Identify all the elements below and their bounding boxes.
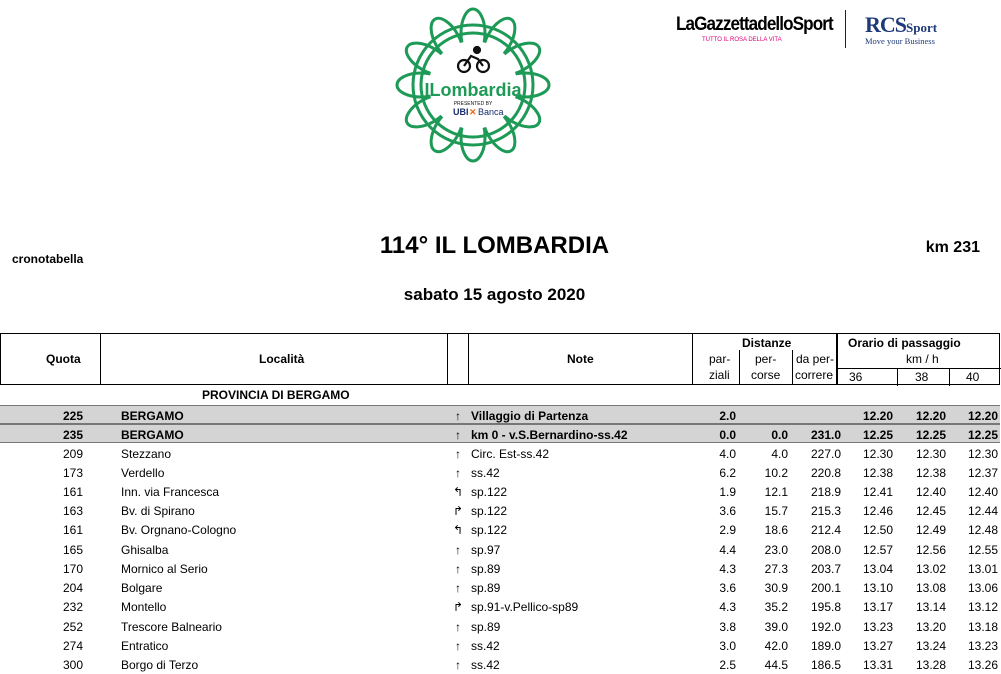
table-row (0, 482, 1000, 501)
cell-quota: 225 (62, 409, 83, 423)
race-logo (403, 3, 543, 163)
direction-arrow-icon: ↑ (455, 447, 461, 461)
table-row (0, 578, 1000, 597)
cell-daper: 208.0 (810, 543, 841, 557)
table-row (0, 501, 1000, 520)
table-row (0, 597, 1000, 616)
table-row (0, 463, 1000, 482)
cell-parz: 4.0 (719, 447, 736, 461)
col-distanze (693, 334, 838, 384)
cell-t2: 13.02 (915, 562, 946, 576)
cell-daper: 227.0 (810, 447, 841, 461)
race-logo-emblem (403, 3, 543, 163)
cell-perc: 39.0 (764, 620, 788, 634)
cell-parz: 3.8 (719, 620, 736, 634)
cell-perc: 35.2 (764, 600, 788, 614)
doc-label: cronotabella (12, 252, 84, 266)
cell-daper: 186.5 (810, 658, 841, 672)
cell-note: sp.89 (471, 581, 501, 595)
percorse-label-1: per- (755, 352, 777, 366)
table-row (0, 636, 1000, 655)
cell-perc: 44.5 (764, 658, 788, 672)
cell-t1: 12.41 (862, 485, 893, 499)
cell-t1: 12.30 (862, 447, 893, 461)
cell-t3: 12.25 (967, 428, 998, 442)
cell-note: ss.42 (471, 639, 500, 653)
cell-note: sp.122 (471, 523, 508, 537)
direction-arrow-icon: ↑ (455, 658, 461, 672)
table-row (0, 655, 1000, 674)
cell-parz: 2.0 (719, 409, 736, 423)
direction-arrow-icon: ↰ (452, 485, 464, 499)
rcs-slogan: Move your Business (865, 36, 935, 46)
cell-perc: 0.0 (771, 428, 788, 442)
cell-t3: 12.30 (967, 447, 998, 461)
cell-quota: 232 (62, 600, 83, 614)
race-logo-name: ILombardia (424, 80, 522, 100)
cell-t1: 13.23 (862, 620, 893, 634)
table-row (0, 559, 1000, 578)
direction-arrow-icon: ↱ (452, 600, 464, 614)
col-quota-label: Quota (46, 352, 81, 366)
cell-quota: 161 (62, 485, 83, 499)
cell-daper: 218.9 (810, 485, 841, 499)
cell-t1: 12.50 (862, 523, 893, 537)
cell-note: ss.42 (471, 658, 500, 672)
cell-t3: 12.48 (967, 523, 998, 537)
cell-t1: 13.17 (862, 600, 893, 614)
cell-parz: 1.9 (719, 485, 736, 499)
cell-loc: Bv. Orgnano-Cologno (121, 523, 237, 537)
gazzetta-tagline: TUTTO IL ROSA DELLA VITA (702, 37, 782, 43)
cell-note: Circ. Est-ss.42 (471, 447, 550, 461)
cell-t2: 13.20 (915, 620, 946, 634)
direction-arrow-icon: ↑ (455, 581, 461, 595)
cell-daper: 231.0 (810, 428, 841, 442)
cell-t3: 13.26 (967, 658, 998, 672)
cell-t3: 12.55 (967, 543, 998, 557)
cell-parz: 6.2 (719, 466, 736, 480)
cell-daper: 203.7 (810, 562, 841, 576)
kmh-label: km / h (906, 352, 939, 366)
cell-perc: 4.0 (771, 447, 788, 461)
cell-t1: 12.46 (862, 504, 893, 518)
direction-arrow-icon: ↑ (455, 620, 461, 634)
direction-arrow-icon: ↰ (452, 523, 464, 537)
speed-36: 36 (849, 370, 863, 384)
dapercorrere-label-1: da per- (796, 352, 835, 366)
cell-quota: 209 (62, 447, 83, 461)
rcs-sport: Sport (906, 20, 938, 35)
cell-quota: 300 (62, 658, 83, 672)
cell-t2: 12.40 (915, 485, 946, 499)
direction-arrow-icon: ↑ (455, 562, 461, 576)
cell-perc: 15.7 (764, 504, 788, 518)
cell-t3: 12.20 (967, 409, 998, 423)
cell-loc: Mornico al Serio (121, 562, 208, 576)
cell-t2: 12.45 (915, 504, 946, 518)
cell-parz: 4.3 (719, 562, 736, 576)
col-note-label: Note (567, 352, 594, 366)
cell-quota: 161 (62, 523, 83, 537)
cell-t2: 13.08 (915, 581, 946, 595)
col-note (469, 334, 693, 384)
cell-perc: 12.1 (764, 485, 788, 499)
cell-quota: 274 (62, 639, 83, 653)
cell-parz: 2.5 (719, 658, 736, 672)
cell-daper: 212.4 (810, 523, 841, 537)
table-row (0, 424, 1000, 443)
direction-arrow-icon: ↑ (455, 428, 461, 442)
cell-t2: 12.38 (915, 466, 946, 480)
cell-t3: 13.06 (967, 581, 998, 595)
rcs-name: RCS (865, 12, 907, 37)
cell-t2: 12.49 (915, 523, 946, 537)
cell-t1: 13.27 (862, 639, 893, 653)
cell-daper: 215.3 (810, 504, 841, 518)
cell-quota: 235 (62, 428, 83, 442)
cell-daper: 220.8 (810, 466, 841, 480)
presented-by: PRESENTED BY (453, 101, 493, 107)
cell-t3: 13.01 (967, 562, 998, 576)
cell-quota: 165 (62, 543, 83, 557)
cell-parz: 4.4 (719, 543, 736, 557)
distanze-label: Distanze (742, 336, 792, 350)
cell-t3: 12.44 (967, 504, 998, 518)
cell-note: sp.97 (471, 543, 501, 557)
cell-t1: 12.38 (862, 466, 893, 480)
cell-note: km 0 - v.S.Bernardino-ss.42 (471, 428, 628, 442)
dapercorrere-label-2: correre (795, 368, 834, 382)
cell-loc: Verdello (121, 466, 165, 480)
cell-t2: 12.56 (915, 543, 946, 557)
gazzetta-logo (676, 14, 850, 43)
table-row (0, 405, 1000, 424)
rcs-sport-logo (865, 12, 937, 46)
cell-loc: Trescore Balneario (121, 620, 222, 634)
cell-loc: Bv. di Spirano (121, 504, 195, 518)
cell-t3: 13.18 (967, 620, 998, 634)
col-localita-label: Località (259, 352, 305, 366)
cell-loc: Ghisalba (121, 543, 169, 557)
cell-perc: 18.6 (764, 523, 788, 537)
col-orario (838, 334, 1001, 384)
cell-t1: 12.57 (862, 543, 893, 557)
cell-t2: 12.30 (915, 447, 946, 461)
sponsor-mark-icon: ✕ (469, 107, 477, 117)
cell-parz: 3.6 (719, 581, 736, 595)
cell-t3: 12.37 (967, 466, 998, 480)
cell-perc: 42.0 (764, 639, 788, 653)
cell-loc: Bolgare (121, 581, 163, 595)
page-title: 114° IL LOMBARDIA (379, 232, 610, 259)
table-row (0, 520, 1000, 539)
col-quota (1, 334, 101, 384)
cell-quota: 204 (62, 581, 83, 595)
speed-40: 40 (966, 370, 980, 384)
cell-loc: Entratico (121, 639, 169, 653)
cell-quota: 163 (62, 504, 83, 518)
direction-arrow-icon: ↑ (455, 466, 461, 480)
cell-t2: 13.24 (915, 639, 946, 653)
cell-note: sp.89 (471, 620, 501, 634)
cell-perc: 27.3 (764, 562, 788, 576)
cell-t2: 13.28 (915, 658, 946, 672)
sponsor-ubi: UBI (453, 107, 469, 117)
table-row (0, 617, 1000, 636)
cell-t1: 13.04 (862, 562, 893, 576)
cell-t2: 12.25 (915, 428, 946, 442)
cell-t3: 13.23 (967, 639, 998, 653)
cell-daper: 189.0 (810, 639, 841, 653)
parziali-label-1: par- (709, 352, 731, 366)
parziali-label-2: ziali (709, 368, 730, 382)
table-header (0, 333, 1000, 385)
cell-perc: 23.0 (764, 543, 788, 557)
section-provincia: PROVINCIA DI BERGAMO (202, 388, 350, 402)
logo-divider (845, 10, 846, 48)
col-localita (101, 334, 448, 384)
speed-38: 38 (915, 370, 929, 384)
cell-t1: 12.25 (862, 428, 893, 442)
cell-note: sp.122 (471, 485, 508, 499)
cell-t3: 13.12 (967, 600, 998, 614)
cell-parz: 2.9 (719, 523, 736, 537)
cell-parz: 3.0 (719, 639, 736, 653)
cell-perc: 10.2 (764, 466, 788, 480)
col-direction (448, 334, 469, 384)
race-distance: km 231 (925, 239, 980, 256)
cell-loc: BERGAMO (121, 428, 184, 442)
cell-note: ss.42 (471, 466, 500, 480)
cell-t3: 12.40 (967, 485, 998, 499)
cell-t1: 12.20 (862, 409, 893, 423)
cell-note: Villaggio di Partenza (471, 409, 589, 423)
direction-arrow-icon: ↑ (455, 543, 461, 557)
cell-note: sp.122 (471, 504, 508, 518)
cell-perc: 30.9 (764, 581, 788, 595)
cell-quota: 170 (62, 562, 83, 576)
race-date: sabato 15 agosto 2020 (403, 285, 586, 304)
cell-parz: 4.3 (719, 600, 736, 614)
cell-daper: 195.8 (810, 600, 841, 614)
cell-t1: 13.31 (862, 658, 893, 672)
cell-t1: 13.10 (862, 581, 893, 595)
direction-arrow-icon: ↑ (455, 639, 461, 653)
cell-loc: BERGAMO (121, 409, 184, 423)
cell-t2: 13.14 (915, 600, 946, 614)
gazzetta-name: LaGazzettadelloSport (676, 14, 833, 35)
cell-loc: Borgo di Terzo (121, 658, 199, 672)
cell-loc: Stezzano (121, 447, 172, 461)
cell-loc: Inn. via Francesca (121, 485, 220, 499)
cell-note: sp.91-v.Pellico-sp89 (471, 600, 579, 614)
direction-arrow-icon: ↑ (455, 409, 461, 423)
cell-t2: 12.20 (915, 409, 946, 423)
table-row (0, 540, 1000, 559)
cell-parz: 3.6 (719, 504, 736, 518)
direction-arrow-icon: ↱ (452, 504, 464, 518)
cell-parz: 0.0 (719, 428, 736, 442)
cell-loc: Montello (121, 600, 167, 614)
percorse-label-2: corse (751, 368, 781, 382)
orario-label: Orario di passaggio (848, 336, 961, 350)
cell-note: sp.89 (471, 562, 501, 576)
cell-daper: 200.1 (810, 581, 841, 595)
sponsor-banca: Banca (478, 107, 504, 117)
table-row (0, 444, 1000, 463)
cell-daper: 192.0 (810, 620, 841, 634)
cell-quota: 173 (62, 466, 83, 480)
cell-quota: 252 (62, 620, 83, 634)
